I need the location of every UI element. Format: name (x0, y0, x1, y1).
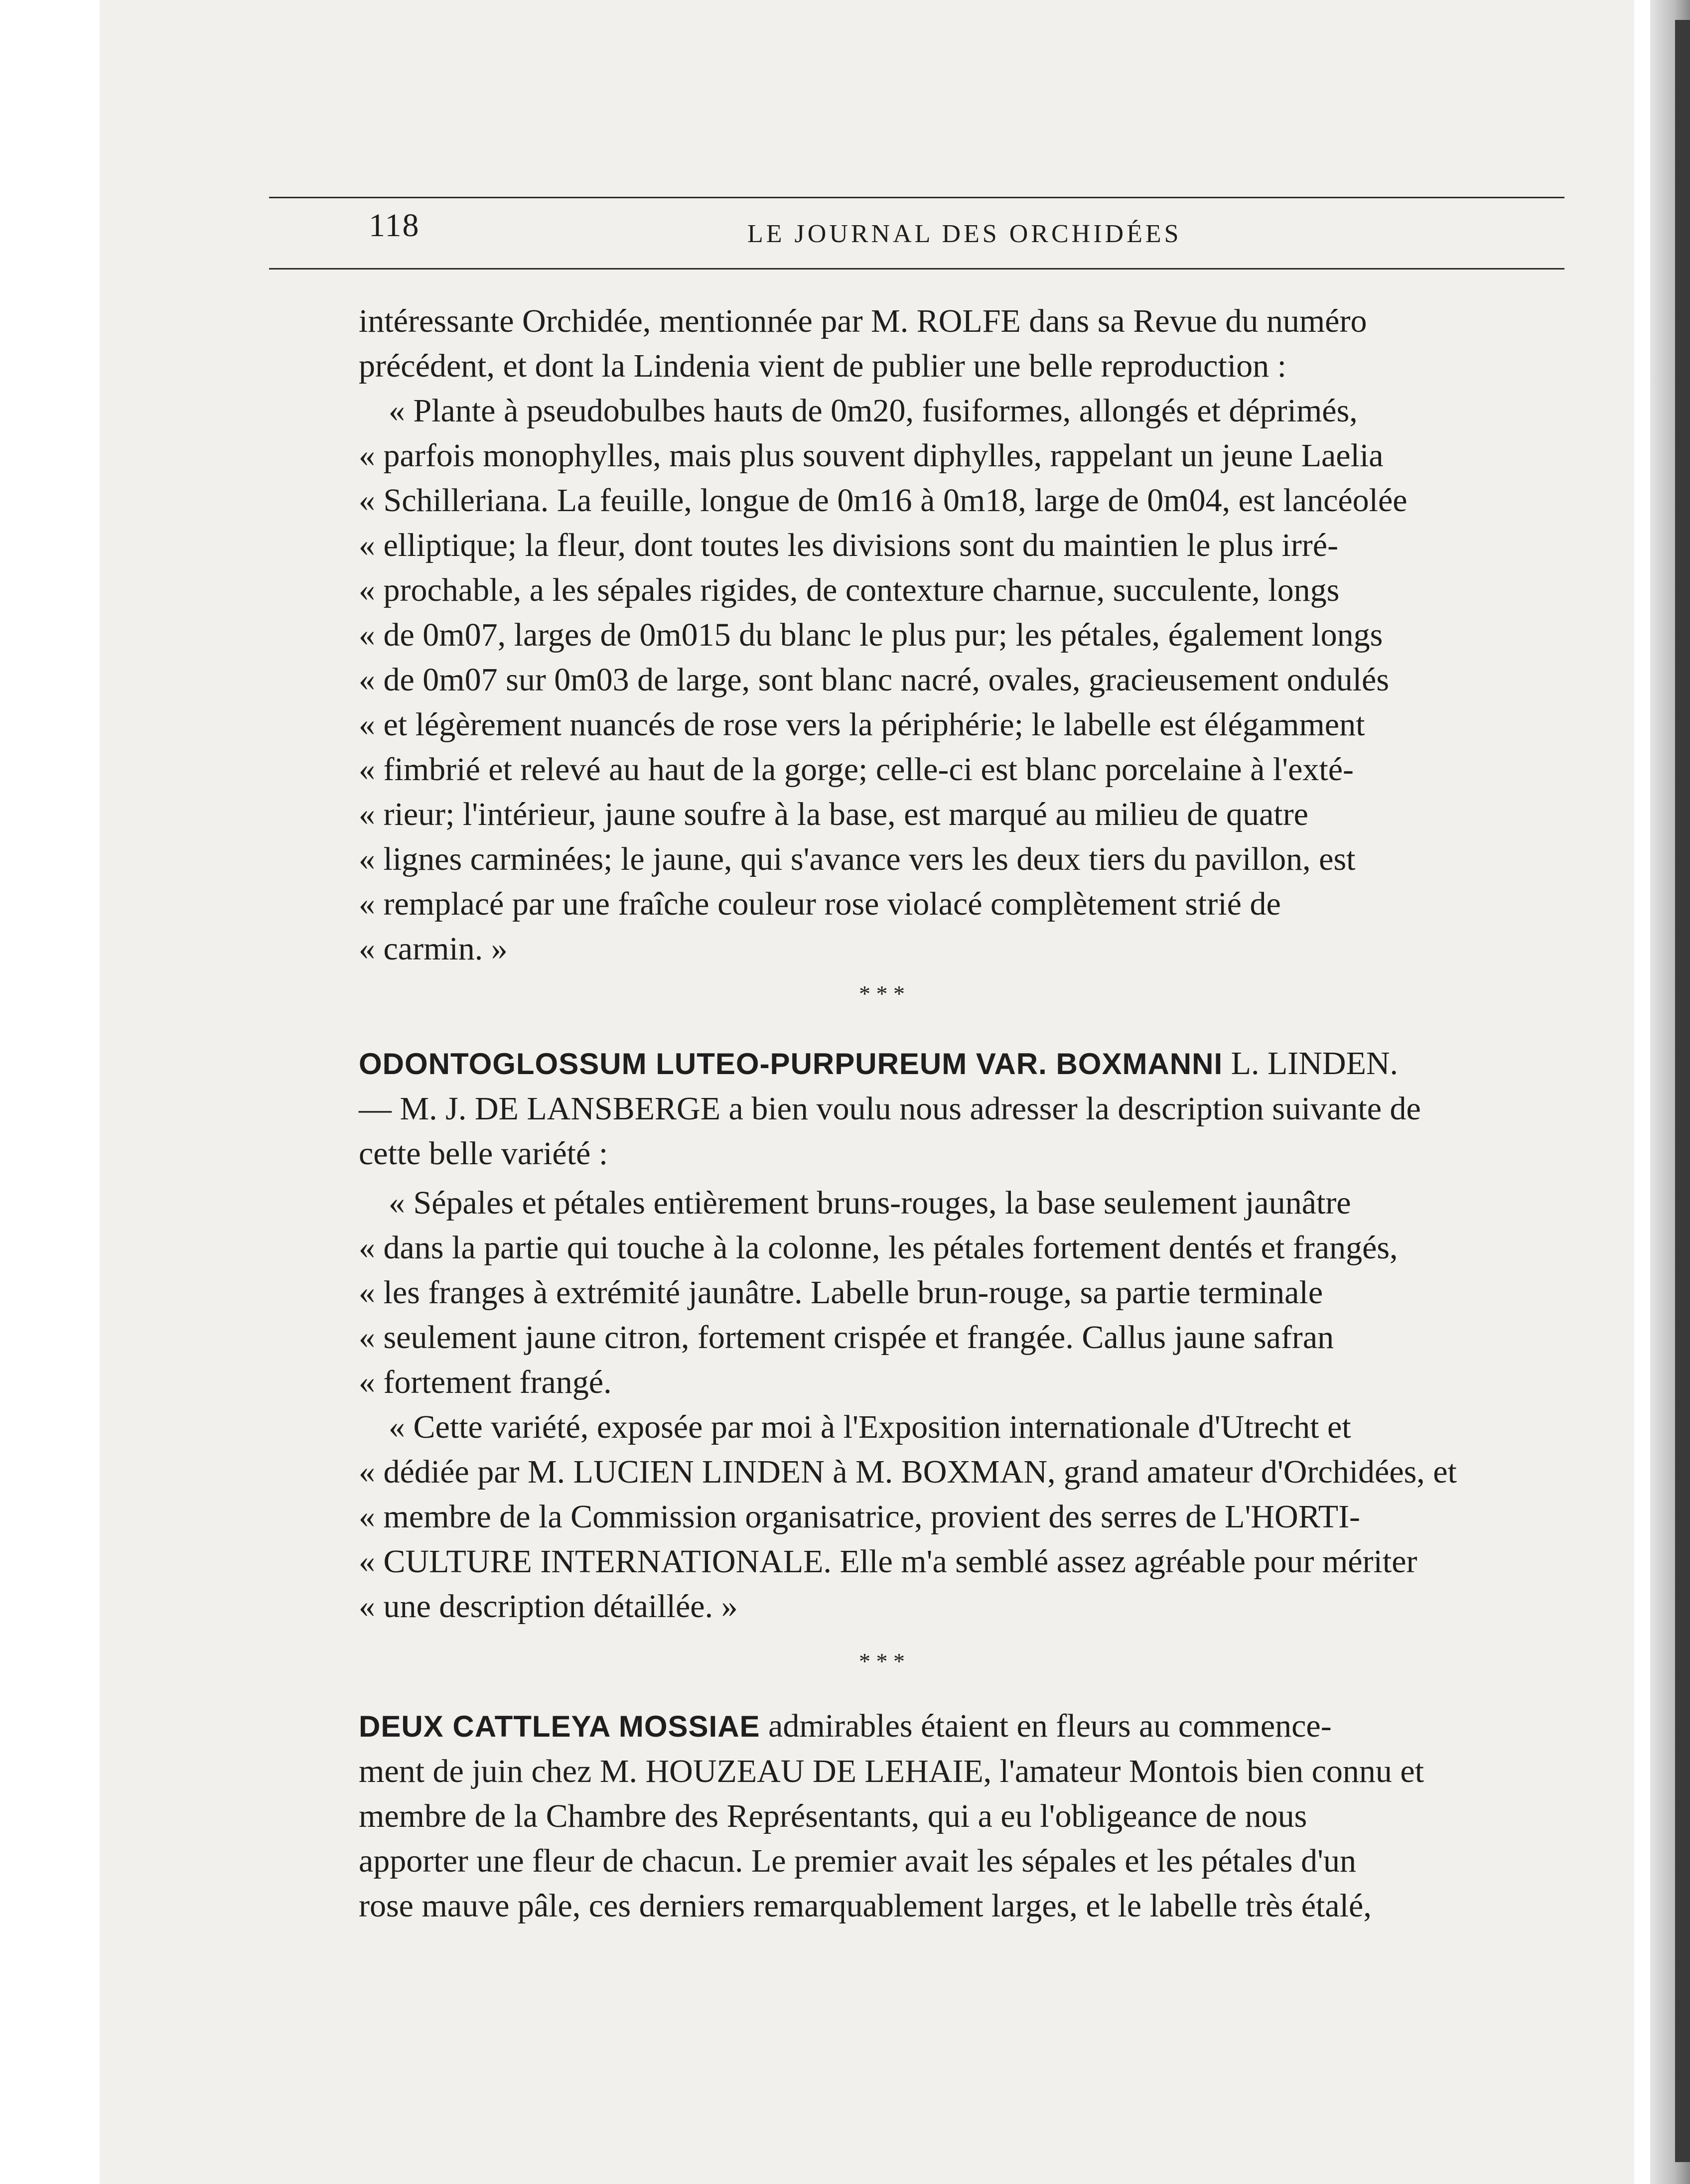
quote-line: « une description détaillée. » (359, 1588, 738, 1625)
text-line: membre de la Chambre des Représentants, qui a eu l'obligeance de nous (359, 1798, 1307, 1834)
section-separator: * * * (859, 981, 905, 1006)
header-rule-bottom (269, 268, 1564, 270)
running-title: LE JOURNAL DES ORCHIDÉES (747, 220, 1182, 248)
scan-edge (1675, 20, 1690, 2162)
quote-line: « prochable, a les sépales rigides, de contexture charnue, succulente, longs (359, 572, 1340, 608)
heading-line (359, 1704, 1525, 1749)
quote-line: « Cette variété, exposée par moi à l'Exposition internationale d'Utrecht et (389, 1409, 1351, 1445)
quote-line: « dédiée par M. LUCIEN LINDEN à M. BOXMAN, grand amateur d'Orchidées, et (359, 1454, 1457, 1490)
text-line: apporter une fleur de chacun. Le premier avait les sépales et les pétales d'un (359, 1843, 1357, 1879)
quote-line: « fortement frangé. (359, 1364, 612, 1400)
quote-line: « remplacé par une fraîche couleur rose violacé complètement strié de (359, 886, 1281, 922)
text-line: ment de juin chez M. HOUZEAU DE LEHAIE, l'amateur Montois bien connu et (359, 1753, 1424, 1789)
quote-line: « lignes carminées; le jaune, qui s'avance vers les deux tiers du pavillon, est (359, 841, 1356, 877)
quote-line: « de 0m07, larges de 0m015 du blanc le plus pur; les pétales, également longs (359, 617, 1383, 653)
quote-line: « et légèrement nuancés de rose vers la périphérie; le labelle est élégamment (359, 706, 1365, 743)
article-odontoglossum (359, 1041, 1525, 1176)
quote-line: « Plante à pseudobulbes hauts de 0m20, fusiformes, allongés et déprimés, (389, 393, 1358, 429)
text-line: rose mauve pâle, ces derniers remarquablement larges, et le labelle très étalé, (359, 1888, 1372, 1924)
quote-line: « fimbrié et relevé au haut de la gorge; celle-ci est blanc porcelaine à l'exté- (359, 751, 1354, 788)
quote-line: « Sépales et pétales entièrement bruns-rouges, la base seulement jaunâtre (389, 1185, 1351, 1221)
quote-line: « CULTURE INTERNATIONALE. Elle m'a semblé assez agréable pour mériter (359, 1543, 1417, 1580)
text-line: admirables étaient en fleurs au commence- (768, 1708, 1332, 1744)
quote-line: « membre de la Commission organisatrice, provient des serres de L'HORTI- (359, 1499, 1361, 1535)
quote-line: « parfois monophylles, mais plus souvent diphylles, rappelant un jeune Laelia (359, 437, 1384, 474)
quotation-laelia (359, 389, 1525, 971)
quote-line: « dans la partie qui touche à la colonne, les pétales fortement dentés et frangés, (359, 1229, 1398, 1266)
quotation-boxmanni (359, 1181, 1525, 1629)
text-line: intéressante Orchidée, mentionnée par M. ROLFE dans sa Revue du numéro (359, 303, 1367, 339)
text-line: cette belle variété : (359, 1135, 608, 1172)
header-rule-top (269, 197, 1564, 198)
scanned-page (100, 0, 1634, 2184)
species-heading: ODONTOGLOSSUM LUTEO-PURPUREUM VAR. BOXMANNI (359, 1047, 1223, 1081)
heading-line (359, 1041, 1525, 1087)
quote-line: « elliptique; la fleur, dont toutes les divisions sont du maintien le plus irré- (359, 527, 1339, 563)
species-heading: DEUX CATTLEYA MOSSIAE (359, 1710, 760, 1743)
article-intro (359, 299, 1525, 389)
quote-line: « Schilleriana. La feuille, longue de 0m16 à 0m18, large de 0m04, est lancéolée (359, 482, 1408, 519)
section-separator: * * * (859, 1648, 905, 1674)
heading-author: L. LINDEN. (1231, 1045, 1399, 1082)
page-number: 118 (369, 207, 420, 244)
quote-line: « les franges à extrémité jaunâtre. Labelle brun-rouge, sa partie terminale (359, 1274, 1323, 1311)
quote-line: « seulement jaune citron, fortement crispée et frangée. Callus jaune safran (359, 1319, 1334, 1356)
quote-line: « rieur; l'intérieur, jaune soufre à la base, est marqué au milieu de quatre (359, 796, 1308, 832)
text-line: — M. J. DE LANSBERGE a bien voulu nous adresser la description suivante de (359, 1091, 1421, 1127)
text-line: précédent, et dont la Lindenia vient de publier une belle reproduction : (359, 348, 1286, 384)
article-cattleya (359, 1704, 1525, 1928)
quote-line: « carmin. » (359, 931, 508, 967)
quote-line: « de 0m07 sur 0m03 de large, sont blanc nacré, ovales, gracieusement ondulés (359, 662, 1390, 698)
